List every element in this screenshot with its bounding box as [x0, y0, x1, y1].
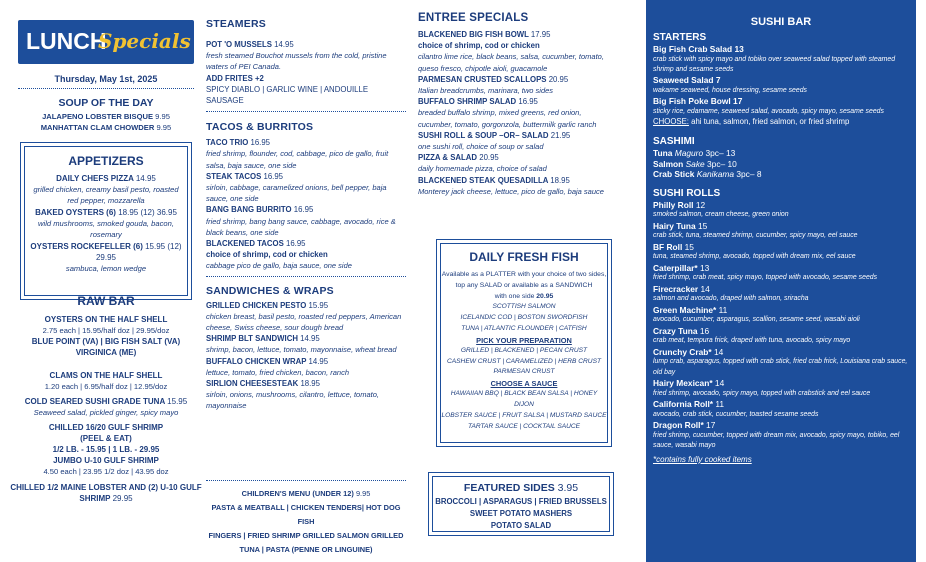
sushi-title: SUSHI BAR	[750, 16, 812, 28]
roll-desc: avocado, crab stick, cucumber, toasted sesame seeds	[653, 410, 819, 418]
middle-column-2	[418, 12, 616, 197]
roll-item: BF Roll 15	[653, 241, 694, 252]
logo-word-lunch: LUNCH	[26, 28, 107, 54]
poke-choice: CHOOSE: ahi tuna, salmon, fried salmon, or fried shrimp	[653, 117, 850, 127]
sashimi-item: Crab Stick Kanikama 3pc– 8	[653, 169, 762, 180]
roll-item: Hairy Tuna 15	[653, 220, 708, 231]
frites-addon: ADD FRITES +2	[206, 73, 264, 83]
appetizer-desc: grilled chicken, creamy basil pesto, roasted red pepper, mozzarella	[33, 185, 179, 205]
taco-desc: fried shrimp, bang bang sauce, cabbage, avocado, rice & black beans, one side	[206, 216, 396, 237]
entree-item: BLACKENED BIG FISH BOWL 17.95	[418, 30, 551, 39]
sushi-bar-panel	[646, 0, 916, 562]
starter-desc: crab stick with spicy mayo and tobiko over seaweed salad topped with steamed shrimp and sesame seeds	[653, 55, 896, 73]
roll-item: Firecracker 14	[653, 283, 710, 294]
tuna-item: COLD SEARED SUSHI GRADE TUNA 15.95	[24, 397, 188, 406]
prep-option: GRILLED | BLACKENED | PECAN CRUST	[460, 346, 588, 354]
clams-title: CLAMS ON THE HALF SHELL	[49, 371, 163, 380]
sides-line: SWEET POTATO MASHERS	[469, 509, 573, 518]
roll-desc: fried shrimp, crab meat, spicy mayo, topped with avocado, sesame seeds	[653, 274, 878, 282]
sauce-title: CHOOSE A SAUCE	[490, 379, 558, 389]
roll-desc: avocado, cucumber, asparagus, scallion, sesame seed, wasabi aioli	[653, 316, 860, 324]
taco-item: BLACKENED TACOS 16.95	[206, 239, 306, 249]
soup-item: MANHATTAN CLAM CHOWDER 9.95	[40, 123, 172, 132]
starter-item: Seaweed Salad 7	[653, 75, 721, 86]
left-column	[10, 18, 202, 548]
sandwich-desc: shrimp, bacon, lettuce, tomato, mayonnaise, wheat bread	[206, 345, 397, 355]
roll-desc: crab meat, tempura frick, draped with tuna, avocado, spicy mayo	[653, 337, 851, 345]
roll-desc: lump crab, asparagus, topped with crab stick, fried crab frick, Louisiana crab sauce, old bay	[653, 358, 908, 376]
divider	[206, 276, 406, 277]
mussels-item: POT 'O MUSSELS 14.95	[206, 40, 294, 49]
mussels-styles: SPICY DIABLO | GARLIC WINE | ANDOUILLE SAUSAGE	[206, 84, 369, 106]
sandwich-desc: sirloin, onions, mushrooms, cilantro, lettuce, tomato, mayonnaise	[206, 390, 379, 411]
starter-item: Big Fish Crab Salad 13	[653, 44, 744, 54]
cooked-note: *contains fully cooked items	[653, 454, 752, 464]
taco-desc: sirloin, cabbage, caramelized onions, bell pepper, baja sauce, one side	[206, 183, 387, 204]
roll-item: Dragon Roll* 17	[653, 420, 716, 431]
sides-title: FEATURED SIDES 3.95	[463, 482, 579, 494]
sandwich-item: SIRLION CHEESESTEAK 18.95	[206, 379, 320, 389]
appetizer-item: BAKED OYSTERS (6) 18.95 (12) 36.95	[35, 208, 177, 217]
starter-desc: sticky rice, edamame, seaweed salad, avocado, spicy mayo, sesame seeds	[653, 108, 884, 115]
daily-fresh-fish-box	[436, 239, 612, 447]
oysters-price: 2.75 each | 15.95/half doz | 29.95/doz	[42, 326, 170, 335]
divider	[18, 88, 194, 89]
kids-title: CHILDREN'S MENU (UNDER 12) 9.95	[241, 489, 371, 498]
raw-bar-title: RAW BAR	[77, 294, 135, 308]
divider	[206, 480, 406, 481]
menu-date: Thursday, May 1st, 2025	[54, 74, 158, 84]
starters-title: STARTERS	[653, 32, 707, 43]
sauce-option: HAWAIIAN BBQ | BLACK BEAN SALSA | HONEY DIJON	[450, 390, 598, 408]
entree-desc: one sushi roll, choice of soup or salad	[418, 142, 544, 152]
kids-line: TUNA | PASTA (PENNE OR LINGUINE)	[239, 545, 373, 554]
entree-desc: cilantro lime rice, black beans, salsa, cucumber, tomato, queso fresco, chipotle aioli, guacamole	[418, 52, 604, 73]
roll-item: California Roll* 11	[653, 399, 725, 410]
entree-desc: Italian breadcrumbs, marinara, two sides	[418, 86, 554, 96]
entree-sub: choice of shrimp, cod or chicken	[418, 41, 540, 51]
featured-sides-box	[428, 472, 614, 536]
appetizer-desc: wild mushrooms, smoked gouda, bacon, rosemary	[38, 219, 174, 239]
fish-intro: Available as a PLATTER with your choice of two sides,	[441, 271, 607, 278]
sashimi-item: Salmon Sake 3pc– 10	[653, 158, 737, 169]
roll-item: Caterpillar* 13	[653, 262, 710, 273]
sandwich-desc: lettuce, tomato, fried chicken, bacon, ranch	[206, 367, 349, 377]
roll-item: Hairy Mexican* 14	[653, 378, 725, 389]
raw-bar-section	[10, 294, 202, 504]
sashimi-title: SASHIMI	[653, 136, 695, 147]
prep-option: CASHEW CRUST | CARAMELIZED | HERB CRUST	[447, 357, 601, 365]
sandwiches-title: SANDWICHES & WRAPS	[206, 284, 334, 297]
sides-line: BROCCOLI | ASPARAGUS | FRIED BRUSSELS	[435, 497, 607, 506]
taco-item: BANG BANG BURRITO 16.95	[206, 205, 314, 215]
clams-price: 1.20 each | 6.95/half doz | 12.95/doz	[44, 382, 168, 391]
lobster-item: CHILLED 1/2 MAINE LOBSTER AND (2) U-10 GULF	[10, 483, 202, 492]
logo-word-specials: Specials	[98, 29, 191, 53]
rolls-title: SUSHI ROLLS	[653, 187, 721, 199]
entree-desc: daily homemade pizza, choice of salad	[418, 164, 547, 174]
mussels-desc: fresh steamed Bouchot mussels from the cold, pristine waters of PEI Canada.	[206, 51, 387, 72]
entree-item: PIZZA & SALAD 20.95	[418, 153, 499, 163]
lunch-specials-logo	[18, 20, 194, 64]
starter-item: Big Fish Poke Bowl 17	[653, 96, 743, 107]
sandwich-item: SHRIMP BLT SANDWICH 14.95	[206, 334, 320, 344]
taco-choice-desc: cabbage pico de gallo, baja sauce, one side	[206, 261, 352, 271]
childrens-menu	[206, 487, 406, 557]
roll-item: Crunchy Crab* 14	[653, 346, 724, 357]
roll-desc: salmon and avocado, draped with salmon, sriracha	[653, 295, 809, 303]
divider	[206, 111, 406, 112]
steamers-title: STEAMERS	[206, 18, 266, 30]
tuna-desc: Seaweed salad, pickled ginger, spicy mayo	[33, 408, 179, 417]
oysters-kinds-2: VIRGINICA (ME)	[75, 348, 137, 357]
fish-option: ICELANDIC COD | BOSTON SWORDFISH	[460, 314, 588, 322]
jumbo-price: 4.50 each | 23.95 1/2 doz | 43.95 doz	[43, 467, 169, 476]
fish-intro: top any SALAD or available as a SANDWICH	[455, 281, 593, 289]
kids-line: FINGERS | FRIED SHRIMP GRILLED SALMON GRILLED	[208, 531, 404, 540]
oysters-kinds: BLUE POINT (VA) | BIG FISH SALT (VA)	[31, 337, 181, 346]
prep-title: PICK YOUR PREPARATION	[476, 335, 572, 345]
roll-item: Green Machine* 11	[653, 304, 728, 315]
sandwich-item: GRILLED CHICKEN PESTO 15.95	[206, 300, 329, 310]
entree-item: BUFFALO SHRIMP SALAD 16.95	[418, 97, 538, 107]
roll-item: Crazy Tuna 16	[653, 325, 710, 336]
fish-option: TUNA | ATLANTIC FLOUNDER | CATFISH	[461, 324, 587, 332]
taco-item: STEAK TACOS 16.95	[206, 171, 283, 181]
oysters-title: OYSTERS ON THE HALF SHELL	[44, 315, 168, 324]
sauce-option: TARTAR SAUCE | COCKTAIL SAUCE	[467, 422, 581, 430]
roll-item: Philly Roll 12	[653, 199, 706, 210]
kids-line: PASTA & MEATBALL | CHICKEN TENDERS| HOT DOG FISH	[211, 503, 401, 526]
prep-option: PARMESAN CRUST	[493, 368, 555, 376]
appetizer-item: DAILY CHEFS PIZZA 14.95	[56, 174, 156, 183]
taco-choice: choice of shrimp, cod or chicken	[206, 250, 328, 260]
entree-item: PARMESAN CRUSTED SCALLOPS 20.95	[418, 74, 569, 84]
appetizers-box	[20, 142, 192, 300]
jumbo-title: JUMBO U-10 GULF SHRIMP	[53, 456, 159, 465]
appetizers-title: APPETIZERS	[68, 154, 144, 168]
entree-item: SUSHI ROLL & SOUP –OR– SALAD 21.95	[418, 130, 571, 140]
appetizer-item: OYSTERS ROCKEFELLER (6) 15.95 (12) 29.95	[30, 242, 182, 262]
roll-desc: crab stick, tuna, steamed shrimp, cucumber, spicy mayo, eel sauce	[653, 232, 858, 240]
appetizer-desc: sambuca, lemon wedge	[65, 264, 147, 273]
sandwich-item: BUFFALO CHICKEN WRAP 14.95	[206, 356, 329, 366]
sashimi-item: Tuna Maguro 3pc– 13	[653, 148, 736, 158]
soup-item: JALAPENO LOBSTER BISQUE 9.95	[42, 112, 170, 121]
taco-item: TACO TRIO 16.95	[206, 138, 270, 148]
sides-line: POTATO SALAD	[490, 521, 552, 530]
starter-desc: wakame seaweed, house dressing, sesame seeds	[653, 87, 807, 94]
shrimp-price: 1/2 LB. - 15.95 | 1 LB. - 29.95	[52, 445, 160, 454]
tacos-title: TACOS & BURRITOS	[206, 121, 314, 134]
sandwich-desc: chicken breast, basil pesto, roasted red peppers, American cheese, Swiss cheese, sour dough bread	[206, 311, 402, 333]
sauce-option: LOBSTER SAUCE | FRUIT SALSA | MUSTARD SAUCE	[441, 411, 607, 419]
soup-section	[16, 97, 196, 133]
roll-desc: fried shrimp, cucumber, topped with dream mix, avocado, spicy mayo, tobiko, eel sauce, wasabi mayo	[653, 431, 900, 450]
roll-desc: tuna, steamed shrimp, avocado, topped with dream mix, eel sauce	[653, 253, 856, 261]
shrimp-sub: (PEEL & EAT)	[80, 434, 132, 443]
entree-desc: Monterey jack cheese, lettuce, pico de gallo, baja sauce	[418, 186, 604, 196]
roll-desc: smoked salmon, cream cheese, green onion	[653, 211, 789, 219]
fish-intro: with one side 20.95	[494, 292, 554, 300]
shrimp-title: CHILLED 16/20 GULF SHRIMP	[48, 423, 164, 432]
fish-option: SCOTTISH SALMON	[492, 303, 556, 311]
lobster-item-2: SHRIMP 29.95	[79, 494, 133, 503]
entree-item: BLACKENED STEAK QUESADILLA 18.95	[418, 175, 570, 185]
entree-title: ENTREE SPECIALS	[418, 12, 529, 24]
soup-title: SOUP OF THE DAY	[58, 97, 154, 109]
fish-title: DAILY FRESH FISH	[469, 250, 579, 264]
entree-desc: breaded buffalo shrimp, mixed greens, red onion, cucumber, tomato, gorgonzola, buttermilk garlic ranch	[418, 108, 597, 129]
roll-desc: fried shrimp, avocado, spicy mayo, topped with crabstick and eel sauce	[653, 389, 871, 397]
middle-column-1	[206, 18, 406, 412]
taco-desc: fried shrimp, flounder, cod, cabbage, pico de gallo, fruit salsa, baja sauce, one side	[206, 149, 389, 170]
